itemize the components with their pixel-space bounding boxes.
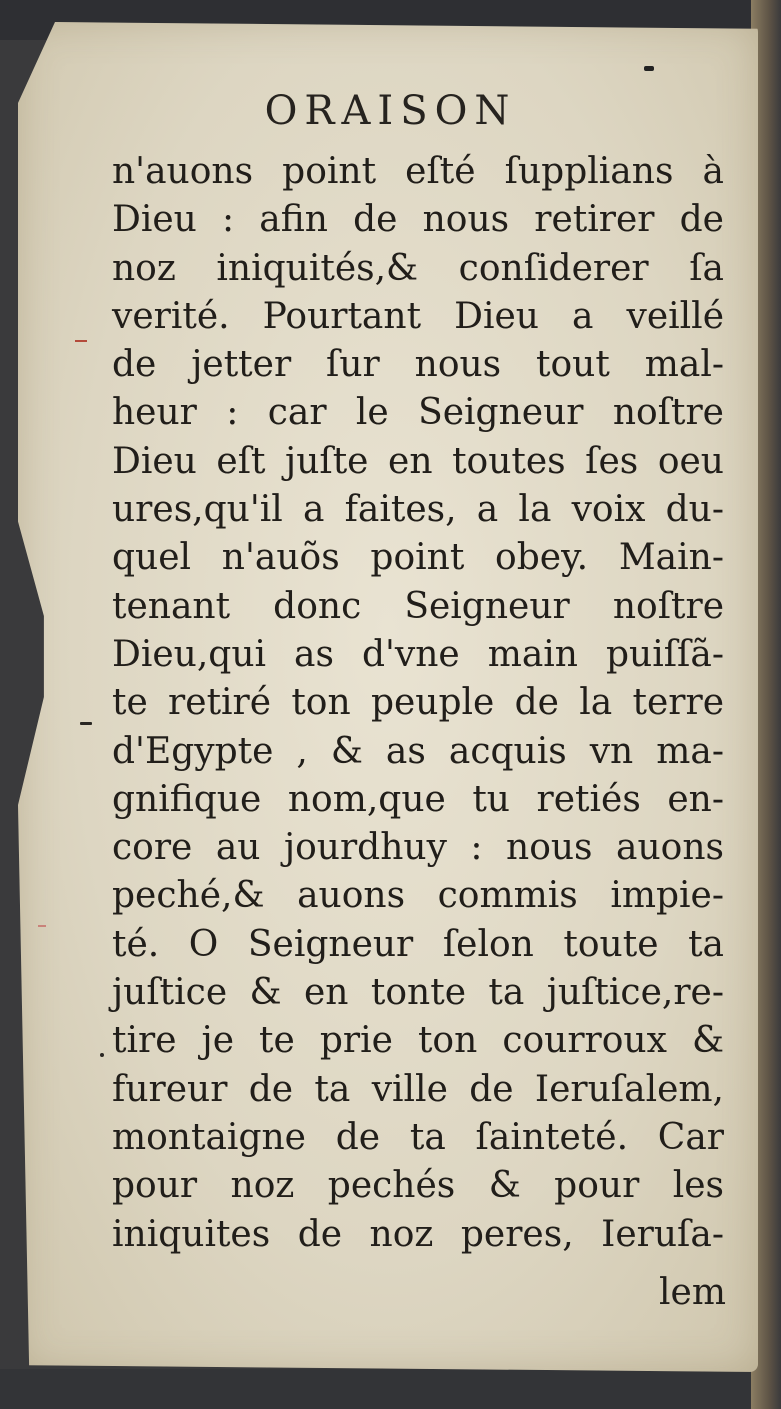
margin-mark: [100, 1053, 104, 1057]
text-line: verité. Pourtant Dieu a veillé: [112, 295, 724, 337]
ink-mark: [644, 66, 654, 71]
text-line: ures,qu'il a faites, a la voix du-: [112, 489, 724, 531]
text-line: heur : car le Seigneur noſtre: [112, 392, 724, 434]
text-line: de jetter ſur nous tout mal-: [112, 344, 724, 386]
text-line: Dieu eſt juſte en toutes ſes oeu: [112, 440, 724, 482]
text-line: d'Egypte , & as acquis vn ma-: [112, 730, 724, 772]
text-line: tenant donc Seigneur noſtre: [112, 585, 724, 627]
text-line: te retiré ton peuple de la terre: [112, 682, 724, 724]
text-line: gnifique nom,que tu retiés en-: [112, 778, 724, 820]
running-header: ORAISON: [264, 88, 517, 134]
backing-board-bottom: [0, 1369, 781, 1409]
catchword: lem: [659, 1272, 726, 1313]
margin-mark: [75, 340, 87, 342]
text-line: tire je te prie ton courroux &: [112, 1020, 724, 1062]
text-line: juſtice & en tonte ta juſtice,re-: [112, 972, 724, 1014]
text-line: pour noz pechés & pour les: [112, 1165, 724, 1207]
text-line: noz iniquités,& conſiderer ſa: [112, 247, 724, 289]
margin-mark: [80, 722, 92, 725]
text-line: quel n'auõs point obey. Main-: [112, 537, 724, 579]
text-line: montaigne de ta ſainteté. Car: [112, 1116, 724, 1158]
text-line: Dieu : afin de nous retirer de: [112, 199, 724, 241]
text-line: iniquites de noz peres, Ieruſa-: [112, 1213, 724, 1255]
text-line: peché,& auons commis impie-: [112, 875, 724, 917]
text-line: fureur de ta ville de Ieruſalem,: [112, 1068, 724, 1110]
text-line: n'auons point eſté ſupplians à: [112, 151, 724, 192]
text-line: core au jourdhuy : nous auons: [112, 827, 724, 869]
body-text: [112, 148, 724, 1259]
text-line: Dieu,qui as d'vne main puiſſã-: [112, 633, 724, 675]
text-line: té. O Seigneur ſelon toute ta: [112, 923, 724, 965]
margin-mark: [38, 925, 46, 927]
